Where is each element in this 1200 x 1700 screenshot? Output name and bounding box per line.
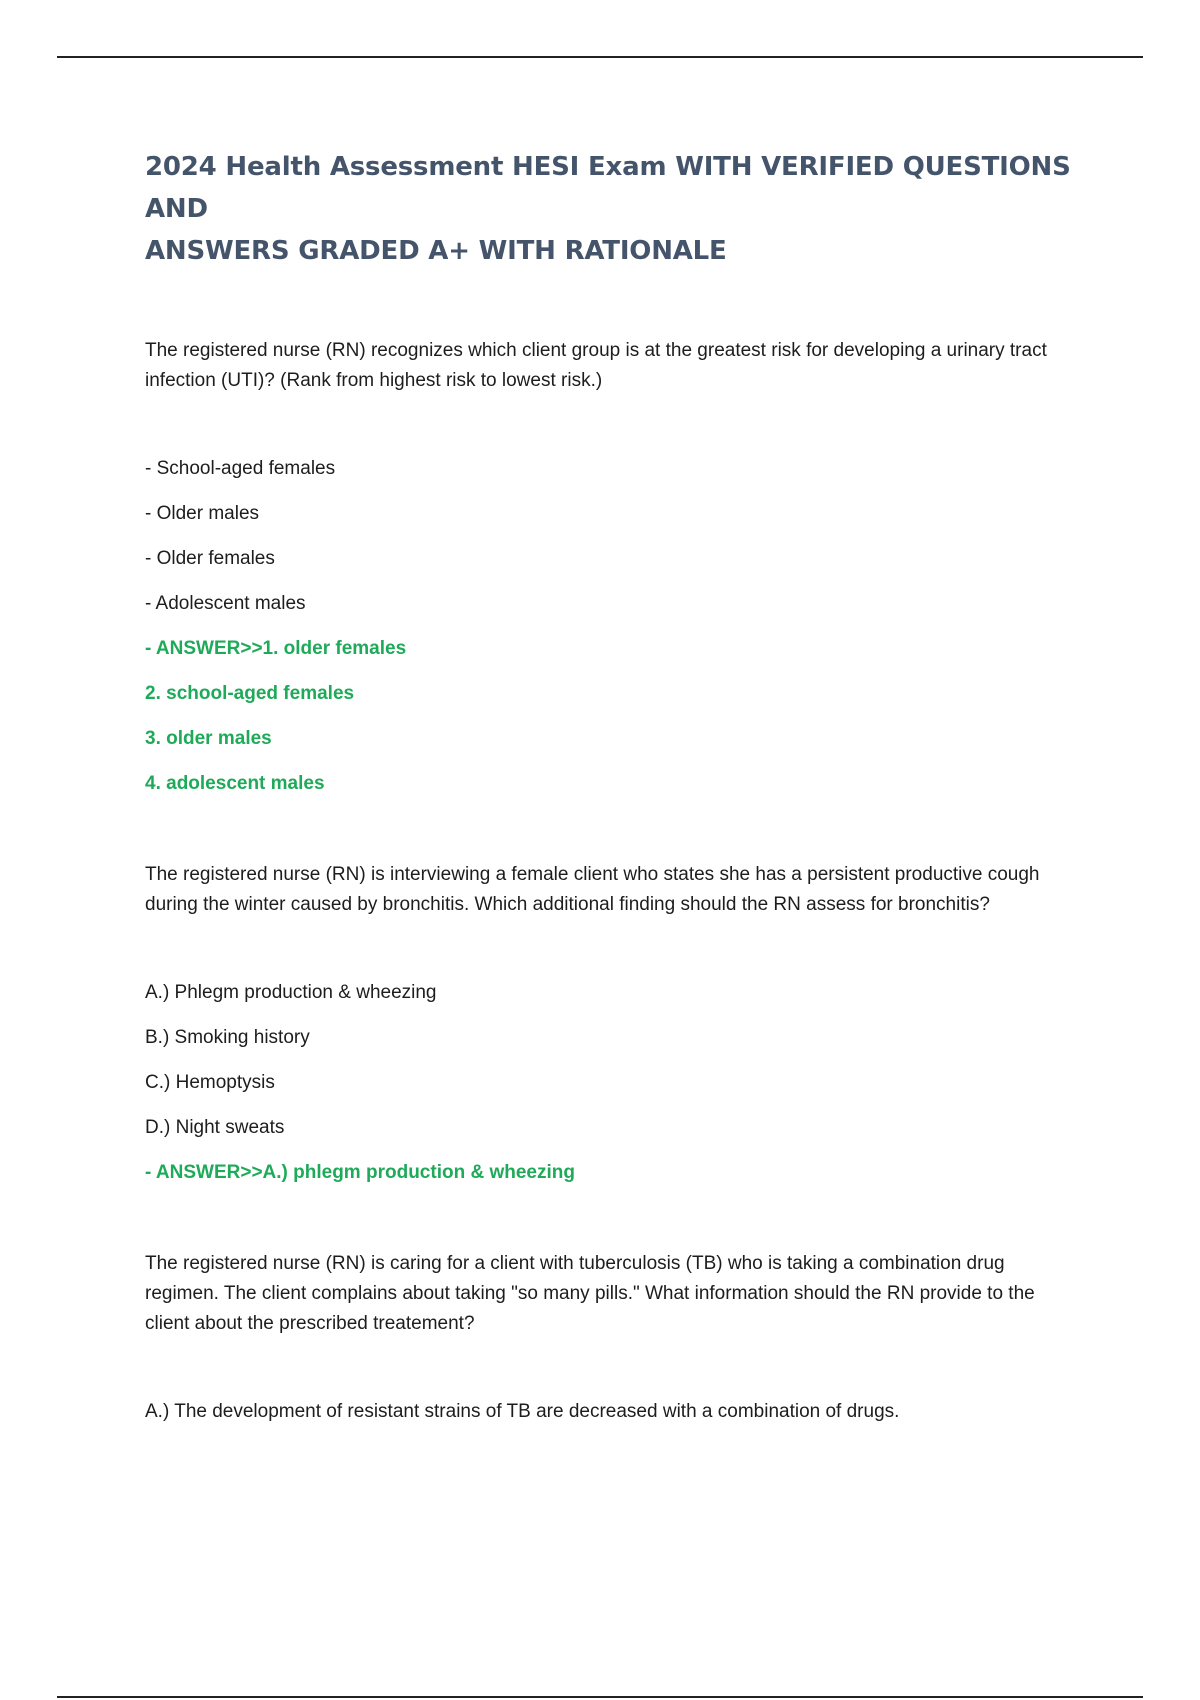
answer-line: - ANSWER>>A.) phlegm production & wheezing bbox=[145, 1162, 575, 1183]
answer-line: - ANSWER>>1. older females bbox=[145, 638, 407, 659]
answer-line: 2. school-aged females bbox=[145, 683, 355, 704]
question-text: The registered nurse (RN) recognizes which client group is at the greatest risk for developing a urinary tract infection (UTI)? (Rank from highest risk to lowest risk.) bbox=[145, 340, 1047, 391]
document-page bbox=[145, 146, 1080, 1442]
option-item: A.) Phlegm production & wheezing bbox=[145, 982, 437, 1003]
top-rule bbox=[57, 56, 1143, 58]
question-block-3 bbox=[145, 1249, 1080, 1442]
title-line-1: 2024 Health Assessment HESI Exam WITH VERIFIED QUESTIONS AND bbox=[145, 152, 1071, 224]
bottom-rule bbox=[57, 1696, 1143, 1698]
question-block-2 bbox=[145, 860, 1080, 1203]
document-title bbox=[145, 146, 1080, 272]
answer-line: 4. adolescent males bbox=[145, 773, 325, 794]
option-item: B.) Smoking history bbox=[145, 1027, 310, 1048]
option-item: - Older males bbox=[145, 503, 260, 524]
question-text: The registered nurse (RN) is interviewing a female client who states she has a persistent productive cough during the winter caused by bronchitis. Which additional finding should the RN assess for bronchitis? bbox=[145, 864, 1040, 915]
option-item: D.) Night sweats bbox=[145, 1117, 285, 1138]
option-item: A.) The development of resistant strains of TB are decreased with a combination of drugs. bbox=[145, 1401, 900, 1422]
question-block-1 bbox=[145, 336, 1080, 814]
question-text: The registered nurse (RN) is caring for a client with tuberculosis (TB) who is taking a combination drug regimen. The client complains about taking "so many pills." What information should the RN provide to the client about the prescribed treatement? bbox=[145, 1253, 1035, 1334]
option-item: - School-aged females bbox=[145, 458, 336, 479]
option-list bbox=[145, 1397, 1080, 1442]
option-item: C.) Hemoptysis bbox=[145, 1072, 275, 1093]
option-list bbox=[145, 454, 1080, 814]
option-list bbox=[145, 978, 1080, 1203]
option-item: - Adolescent males bbox=[145, 593, 306, 614]
option-item: - Older females bbox=[145, 548, 275, 569]
answer-line: 3. older males bbox=[145, 728, 272, 749]
title-line-2: ANSWERS GRADED A+ WITH RATIONALE bbox=[145, 236, 727, 266]
